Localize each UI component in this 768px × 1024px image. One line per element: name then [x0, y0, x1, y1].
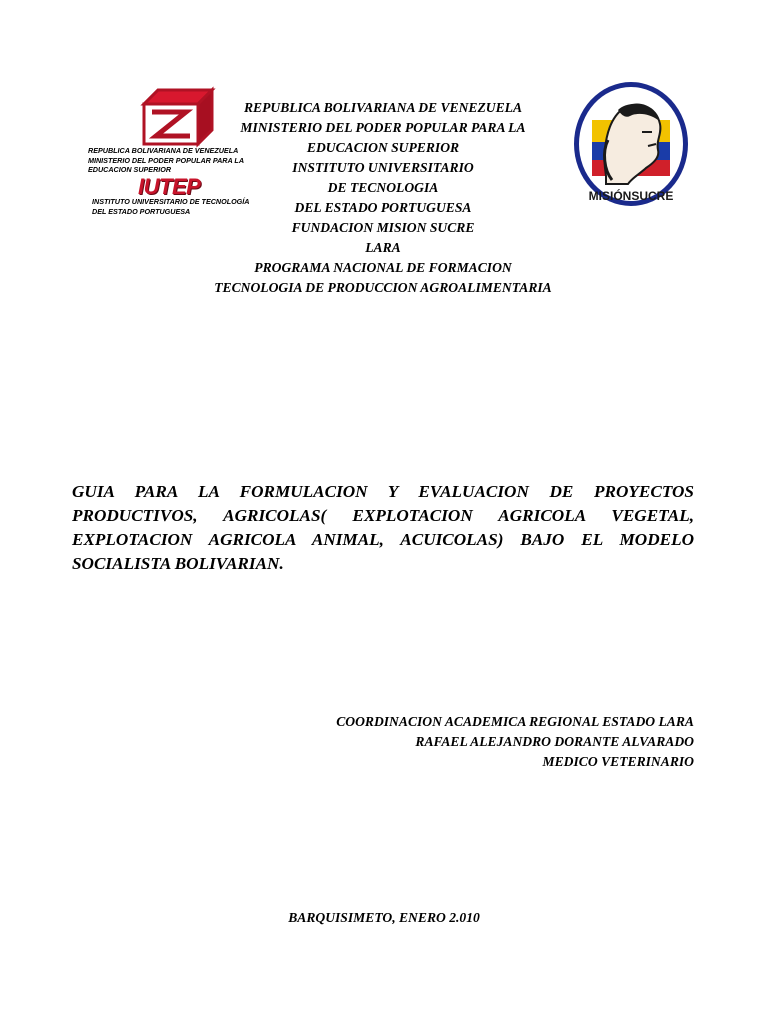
header-line: PROGRAMA NACIONAL DE FORMACION [254, 260, 512, 275]
header-line: LARA [365, 240, 401, 255]
place-date: BARQUISIMETO, ENERO 2.010 [288, 910, 480, 925]
mision-sucre-logo-icon [572, 80, 690, 212]
mision-word: MISIÓN [588, 189, 632, 203]
header-line: REPUBLICA BOLIVARIANA DE VENEZUELA [243, 100, 523, 115]
left-logo-line: REPUBLICA BOLIVARIANA DE VENEZUELA [88, 146, 239, 155]
header-line: EDUCACION SUPERIOR [306, 140, 460, 155]
header-line: FUNDACION MISION SUCRE [291, 220, 475, 235]
coordination-line: COORDINACION ACADEMICA REGIONAL ESTADO LARA [336, 714, 694, 729]
header-line: TECNOLOGIA DE PRODUCCION AGROALIMENTARIA [214, 280, 552, 295]
left-logo-line: INSTITUTO UNIVERSITARIO DE TECNOLOGÍA [92, 197, 250, 206]
iutep-brand-text: IUTEP [138, 174, 201, 199]
coordination-line: RAFAEL ALEJANDRO DORANTE ALVARADO [415, 734, 694, 749]
left-logo-line: EDUCACION SUPERIOR [88, 165, 172, 175]
institution-header [196, 98, 570, 298]
header-line: DEL ESTADO PORTUGUESA [294, 200, 472, 215]
sucre-word: SUCRE [631, 189, 674, 203]
svg-text:MISIÓNSUCRE [589, 188, 674, 203]
coordination-line: MEDICO VETERINARIO [542, 754, 694, 769]
left-logo-line: DEL ESTADO PORTUGUESA [92, 206, 191, 216]
left-logo-line: MINISTERIO DEL PODER POPULAR PARA LA [88, 155, 245, 165]
coordination-block [250, 712, 694, 772]
header-line: MINISTERIO DEL PODER POPULAR PARA LA [240, 120, 526, 135]
document-title: GUIA PARA LA FORMULACION Y EVALUACION DE PROYECTOS PRODUCTIVOS, AGRICOLAS( EXPLOTACION AGRICOLA VEGETAL, EXPLOTACION AGRICOLA ANIMAL, ACUICOLAS) BAJO EL MODELO SOCIALISTA BOLIVARIAN. [72, 482, 694, 573]
header-line: INSTITUTO UNIVERSITARIO [292, 160, 474, 175]
header-line: DE TECNOLOGIA [327, 180, 439, 195]
